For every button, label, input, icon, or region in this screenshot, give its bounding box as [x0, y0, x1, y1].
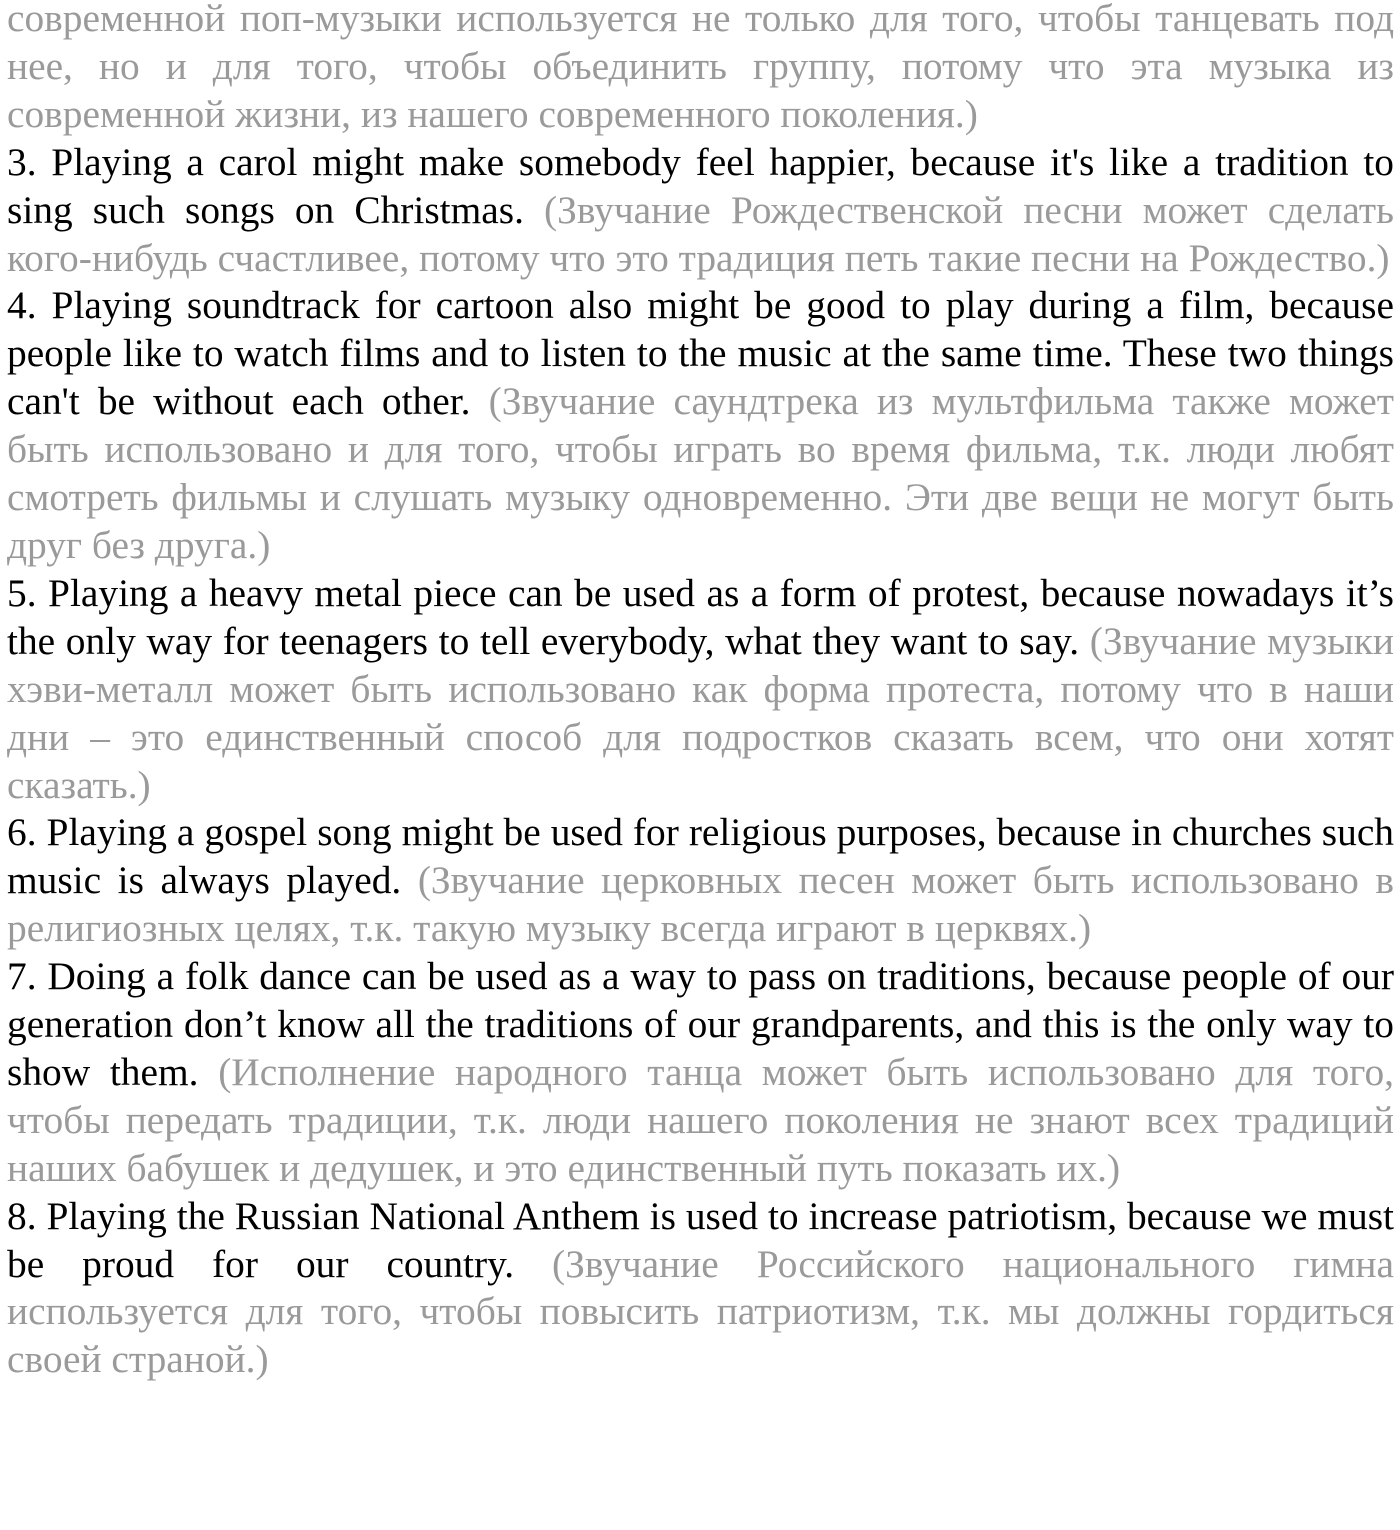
russian-translation: (Исполнение народного танца может быть использовано для того, чтобы передать традиции, т.к. люди нашего поколения не знают всех традиций наших бабушек и дедушек, и это единственный путь показать их.): [7, 1049, 1394, 1190]
russian-translation: (Звучание церковных песен может быть использовано в религиозных целях, т.к. такую музыку всегда играют в церквях.): [7, 858, 1394, 951]
russian-translation: современной поп-музыки используется не только для того, чтобы танцевать под нее, но и для того, чтобы объединить группу, потому что эта музыка из современной жизни, из нашего современного поколения.): [7, 0, 1394, 136]
english-text: 5. Playing a heavy metal piece can be used as a form of protest, because nowadays it’s the only way for teenagers to tell everybody, what they want to say.: [7, 570, 1394, 663]
english-text: 7. Doing a folk dance can be used as a way to pass on traditions, because people of our generation don’t know all the traditions of our grandparents, and this is the only way to show them.: [7, 954, 1394, 1094]
paragraph-item-8: [7, 1193, 1394, 1385]
english-text: 6. Playing a gospel song might be used for religious purposes, because in churches such music is always played.: [7, 810, 1394, 903]
paragraph-item-6: [7, 809, 1394, 953]
paragraph-item-3: [7, 139, 1394, 283]
english-text: 8. Playing the Russian National Anthem is used to increase patriotism, because we must be proud for our country.: [7, 1193, 1394, 1286]
document-body: [7, 0, 1394, 1384]
paragraph-item-7: [7, 953, 1394, 1193]
english-text: 4. Playing soundtrack for cartoon also might be good to play during a film, because people like to watch films and to listen to the music at the same time. These two things can't be without each other.: [7, 283, 1394, 424]
russian-translation: (Звучание саундтрека из мультфильма также может быть использовано и для того, чтобы играть во время фильма, т.к. люди любят смотреть фильмы и слушать музыку одновременно. Эти две вещи не могут быть друг без друга.): [7, 379, 1394, 567]
russian-translation: (Звучание музыки хэви-металл может быть использовано как форма протеста, потому что в наши дни – это единственный способ для подростков сказать всем, что они хотят сказать.): [7, 618, 1394, 807]
paragraph-continuation: [7, 0, 1394, 139]
paragraph-item-5: [7, 570, 1394, 810]
paragraph-item-4: [7, 282, 1394, 569]
english-text: 3. Playing a carol might make somebody feel happier, because it's like a tradition to sing such songs on Christmas.: [7, 139, 1394, 232]
russian-translation: (Звучание Рождественской песни может сделать кого-нибудь счастливее, потому что это традиция петь такие песни на Рождество.): [7, 187, 1395, 280]
russian-translation: (Звучание Российского национального гимна используется для того, чтобы повысить патриотизм, т.к. мы должны гордиться своей страной.): [7, 1241, 1394, 1382]
